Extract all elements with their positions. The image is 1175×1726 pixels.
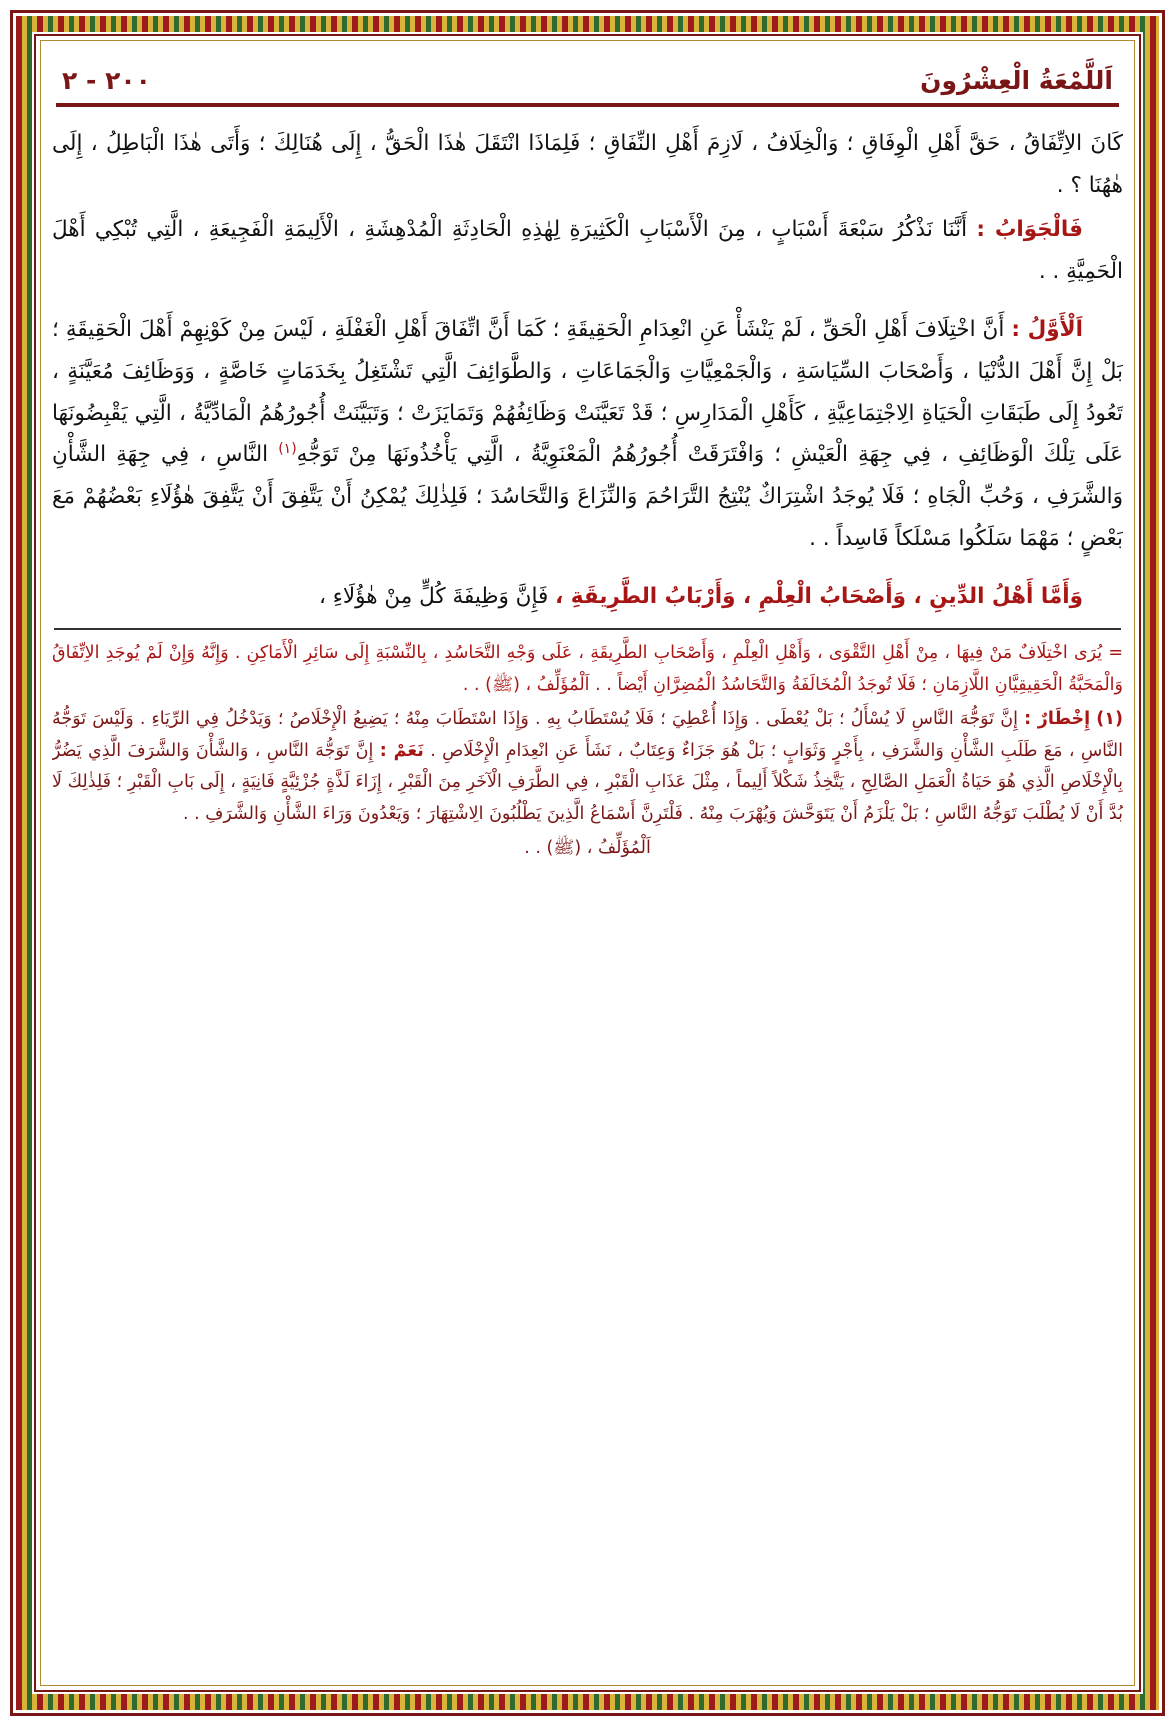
footnote-1-label: إِخْطَارٌ :: [1024, 709, 1091, 730]
paragraph-2-text: أَنَّنَا نَذْكُرُ سَبْعَةَ أَسْبَابٍ ، مِنَ الْأَسْبَابِ الْكَثِيرَةِ لِهٰذِهِ الْحَادِثَةِ الْمُدْهِشَةِ ، الْأَلِيمَةِ الْفَجِيعَةِ ، الَّتِي تُبْكِي أَهْلَ الْحَمِيَّةِ . .: [52, 216, 1123, 284]
footnote-1-label-2: نَعَمْ :: [379, 740, 424, 761]
footnote-1-signature: [52, 833, 1123, 865]
footnote-1-marker: (١): [1096, 709, 1123, 730]
footnote-1-text-2: إِنَّ تَوَجُّهَ النَّاسِ ، وَالشَّأْنَ وَالشَّرَفَ الَّذِي يَضُرُّ بِالْإِخْلَاصِ الَّذِي هُوَ حَيَاةُ الْعَمَلِ الصَّالِحِ ، يَتَّخِذُ شَكْلاً أَلِيماً ، مِثْلَ عَذَابِ الْقَبْرِ ، فِي الطَّرَفِ الْآخَرِ مِنَ الْقَبْرِ ، إِزَاءَ لَذَّةٍ جُزْئِيَّةٍ فَانِيَةٍ ، إِلَى بَابِ الْقَبْرِ ؛ فَلِذٰلِكَ لَا بُدَّ أَنْ لَا يُطْلَبَ تَوَجُّهُ النَّاسِ ؛ بَلْ يَلْزَمُ أَنْ يَتَوَحَّشَ وَيُهْرَبَ مِنْهُ . فَلْتَرِنَّ أَسْمَاعُ الَّذِينَ يَطْلُبُونَ الِاشْتِهَارَ ؛ وَيَعْدُونَ وَرَاءَ الشَّأْنِ وَالشَّرَفِ . .: [52, 740, 1123, 824]
paragraph-1: [52, 123, 1123, 207]
footnote-continued: [52, 638, 1123, 701]
header-divider: [56, 103, 1119, 107]
paragraph-2: [52, 209, 1123, 293]
paragraph-3: [52, 309, 1123, 561]
paragraph-3-text: أَنَّ اخْتِلَافَ أَهْلِ الْحَقِّ ، لَمْ يَنْشَأْ عَنِ انْعِدَامِ الْحَقِيقَةِ ؛ كَمَا أَنَّ اتِّفَاقَ أَهْلِ الْغَفْلَةِ ، لَيْسَ مِنْ كَوْنِهِمْ أَهْلَ الْحَقِيقَةِ ؛ بَلْ إِنَّ أَهْلَ الدُّنْيَا ، وَأَصْحَابَ السِّيَاسَةِ ، وَالْجَمْعِيَّاتِ وَالْجَمَاعَاتِ ، وَالطَّوَائِفَ الَّتِي تَشْتَغِلُ بِخَدَمَاتٍ خَاصَّةٍ ، وَوَظَائِفَ مُعَيَّنَةٍ ، تَعُودُ إِلَى طَبَقَاتِ الْحَيَاةِ الِاجْتِمَاعِيَّةِ ، كَأَهْلِ الْمَدَارِسِ ؛ قَدْ تَعَيَّنَتْ وَظَائِفُهُمْ وَتَمَايَزَتْ ؛ وَتَبَيَّنَتْ أُجُورُهُمُ الْمَادِّيَّةُ ، الَّتِي يَقْبِضُونَهَا عَلَى تِلْكَ الْوَظَائِفِ ، فِي جِهَةِ الْعَيْشِ ؛ وَافْتَرَقَتْ أُجُورُهُمُ الْمَعْنَوِيَّةُ ، الَّتِي يَأْخُذُونَهَا مِنْ تَوَجُّهِ: [52, 316, 1123, 468]
footnote-marker-1[interactable]: (١): [278, 441, 297, 458]
paragraph-3-text-continued: النَّاسِ ، فِي جِهَةِ الشَّأْنِ وَالشَّرَفِ ، وَحُبِّ الْجَاهِ ؛ فَلَا يُوجَدُ اشْتِرَاكٌ يُنْتِجُ التَّرَاحُمَ وَالنِّزَاعَ وَالتَّحَاسُدَ ؛ فَلِذٰلِكَ يُمْكِنُ أَنْ يَتَّفِقَ أَنْ يَتَّفِقَ هٰؤُلَاءِ بَعْضُهُمْ مَعَ بَعْضٍ ؛ مَهْمَا سَلَكُوا مَسْلَكاً فَاسِداً . .: [52, 442, 1123, 552]
footnote-1-signature-text: اَلْمُؤَلِّفُ ، (ﷺ) . .: [524, 838, 651, 859]
page-header: [52, 52, 1123, 97]
paragraph-4-lead: وَأَمَّا أَهْلُ الدِّينِ ، وَأَصْحَابُ الْعِلْمِ ، وَأَرْبَابُ الطَّرِيقَةِ ،: [555, 584, 1083, 610]
paragraph-2-lead: فَالْجَوَابُ :: [976, 216, 1084, 242]
paragraph-1-text: كَانَ الاِتِّفَاقُ ، حَقَّ أَهْلِ الْوِفَاقِ ؛ وَالْخِلَافُ ، لَازِمَ أَهْلِ النِّفَاقِ ؛ فَلِمَاذَا انْتَقَلَ هٰذَا الْحَقُّ ، إِلَى هُنَالِكَ ؛ وَأَتَى هٰذَا الْبَاطِلُ ، إِلَى هٰهُنَا ؟ .: [52, 131, 1123, 198]
spacer-2: [52, 562, 1123, 576]
footnote-continued-marker: =: [1108, 643, 1123, 664]
footnote-area: [52, 638, 1123, 865]
page-content: [52, 52, 1123, 1674]
paragraph-4-text: فَإِنَّ وَظِيفَةَ كُلٍّ مِنْ هٰؤُلَاءِ ،: [318, 584, 549, 610]
page-number: ٢٠٠ - ٢: [62, 66, 151, 95]
footnote-1: [52, 704, 1123, 830]
paragraph-4: [52, 576, 1123, 618]
footnote-continued-text: يُرَى اخْتِلَافٌ مَنْ فِيهَا ، مِنْ أَهْلِ التَّقْوَى ، وَأَهْلِ الْعِلْمِ ، وَأَصْحَابِ الطَّرِيقَةِ ، عَلَى وَجْهِ التَّحَاسُدِ ، بِالنِّسْبَةِ إِلَى سَائِرِ الْأَمَاكِنِ . وَإِنَّهُ وَإِنْ لَمْ يُوجَدِ الاِتِّفَاقُ وَالْمَحَبَّةُ الْحَقِيقِيَّانِ اللَّازِمَانِ ؛ فَلَا تُوجَدُ الْمُخَالَفَةُ وَالتَّحَاسُدُ الْمُضِرَّانِ أَيْضاً . . اَلْمُؤَلِّفُ ، (ﷺ) . .: [52, 643, 1123, 695]
footnote-1-text: إِنَّ تَوَجُّهَ النَّاسِ لَا يُسْأَلُ ؛ بَلْ يُعْطَى . وَإِذَا أُعْطِيَ ؛ فَلَا يُسْتَطَابُ بِهِ . وَإِذَا اسْتَطَابَ مِنْهُ ؛ يَضِيعُ الْإِخْلَاصُ ؛ وَيَدْخُلُ فِي الرِّيَاءِ . وَلَيْسَ تَوَجُّهُ النَّاسِ ، مَعَ طَلَبِ الشَّأْنِ وَالشَّرَفِ ، بِأَجْرٍ وَثَوَابٍ ؛ بَلْ هُوَ جَزَاءٌ وَعِتَابٌ ، نَشَأَ عَنِ انْعِدَامِ الْإِخْلَاصِ .: [52, 709, 1123, 761]
main-body: [52, 123, 1123, 618]
spacer-1: [52, 295, 1123, 309]
footnote-divider: [54, 628, 1121, 630]
paragraph-3-lead: اَلْأَوَّلُ :: [1011, 316, 1083, 342]
page-title: اَللَّمْعَةُ الْعِشْرُونَ: [920, 66, 1113, 95]
